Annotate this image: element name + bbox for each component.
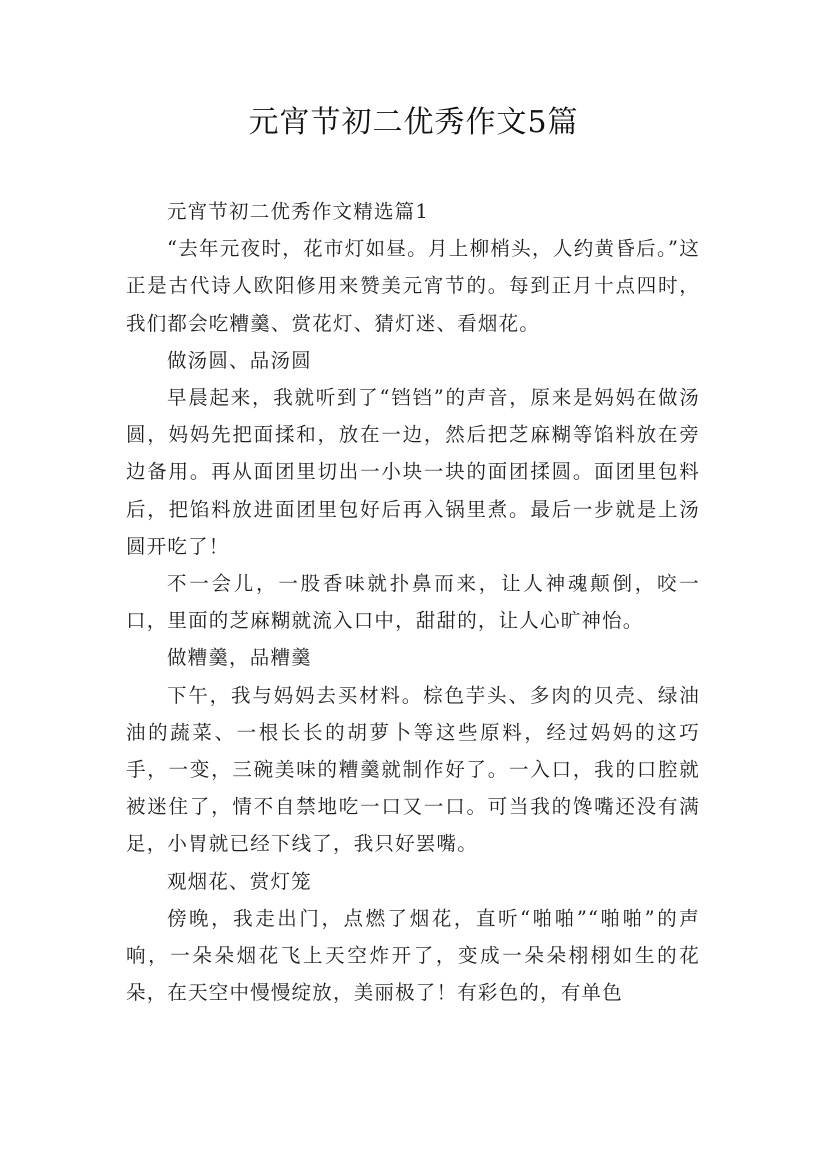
subheading: 做汤圆、品汤圆 xyxy=(166,348,312,372)
paragraph: “去年元夜时，花市灯如昼。月上柳梢头，人约黄昏后。”这正是古代诗人欧阳修用来赞美元宵节的。每到正月十点四时，我们都会吃糟羹、赏花灯、猜灯迷、看烟花。 xyxy=(126,237,700,335)
subheading: 观烟花、赏灯笼 xyxy=(166,869,312,893)
section-title: 元宵节初二优秀作文精选篇1 xyxy=(166,200,429,223)
paragraph: 下午，我与妈妈去买材料。棕色芋头、多肉的贝壳、绿油油的蔬菜、一根长长的胡萝卜等这些原料，经过妈妈的这巧手，一变，三碗美味的糟羹就制作好了。一入口，我的口腔就被迷住了，情不自禁地吃一口又一口。可当我的馋嘴还没有满足，小胃就已经下线了，我只好罢嘴。 xyxy=(126,683,700,856)
paragraph: 不一会儿，一股香味就扑鼻而来，让人神魂颠倒，咬一口，里面的芝麻糊就流入口中，甜甜的，让人心旷神怡。 xyxy=(126,572,700,633)
paragraph: 傍晚，我走出门，点燃了烟花，直听“啪啪”“啪啪”的声响，一朵朵烟花飞上天空炸开了，变成一朵朵栩栩如生的花朵，在天空中慢慢绽放，美丽极了！有彩色的，有单色 xyxy=(126,906,700,1005)
document-title: 元宵节初二优秀作文5篇 xyxy=(248,105,579,140)
paragraph: 早晨起来，我就听到了“铛铛”的声音，原来是妈妈在做汤圆，妈妈先把面揉和，放在一边，然后把芝麻糊等馅料放在旁边备用。再从面团里切出一小块一块的面团揉圆。面团里包料后，把馅料放进面团里包好后再入锅里煮。最后一步就是上汤圆开吃了！ xyxy=(126,386,700,558)
subheading: 做糟羹，品糟羹 xyxy=(166,646,312,670)
document-body xyxy=(126,193,700,1011)
